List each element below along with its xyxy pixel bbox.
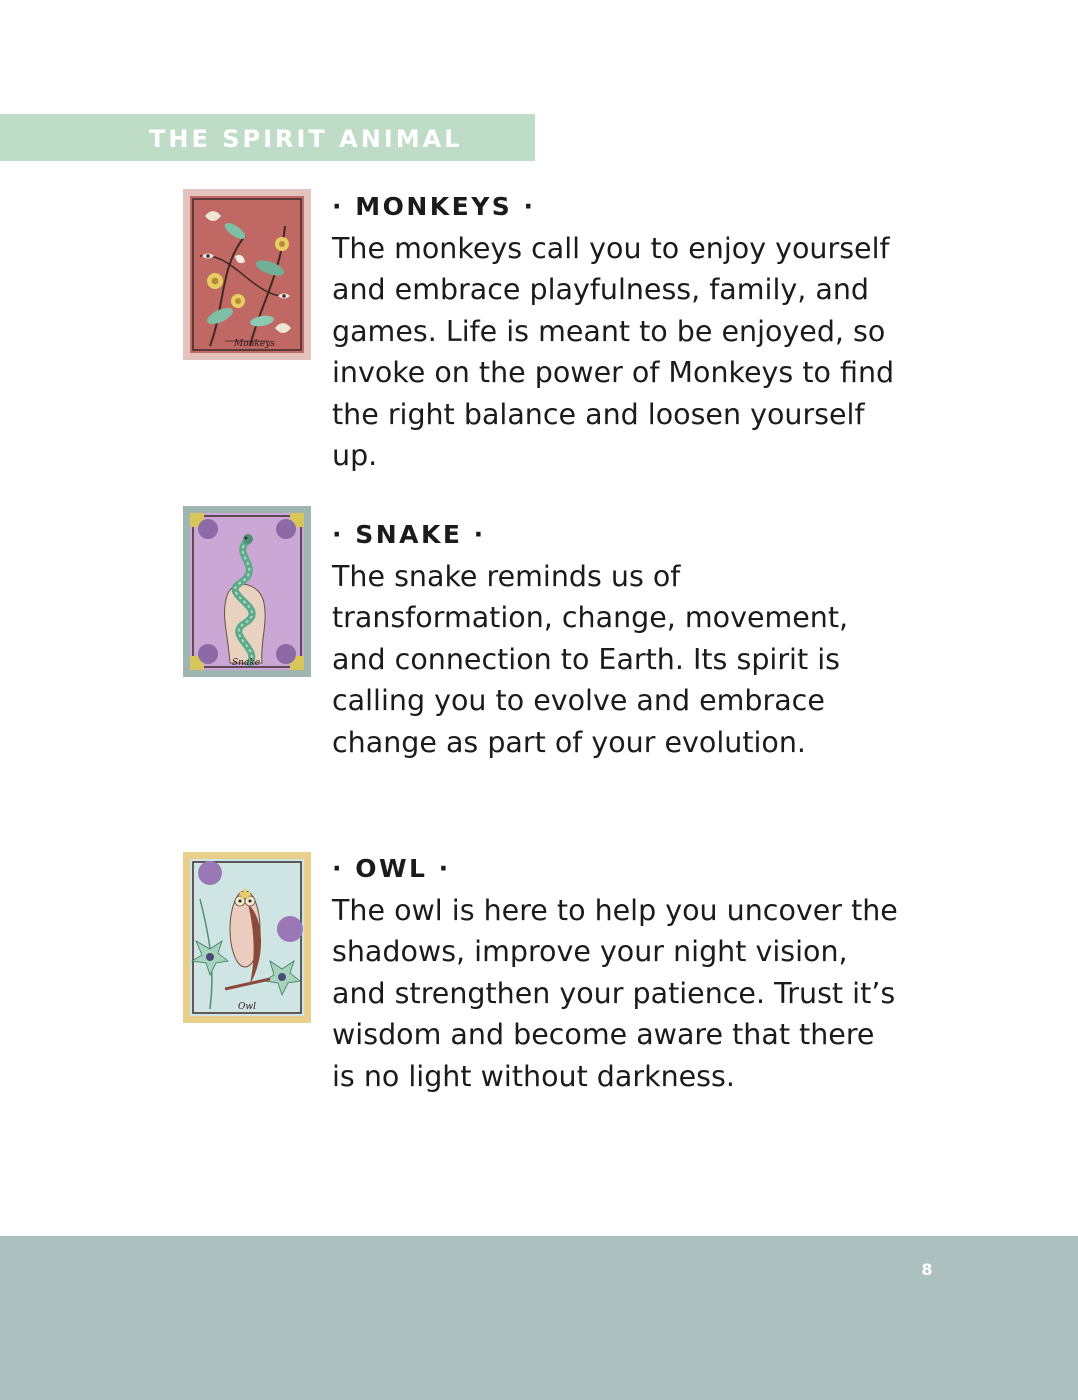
entry-title: · SNAKE · <box>332 520 486 549</box>
section-title: THE SPIRIT ANIMAL <box>149 125 463 153</box>
owl-card-image <box>183 852 311 1023</box>
card-script-label: Owl <box>238 1002 256 1012</box>
monkeys-card-image <box>183 189 311 360</box>
page-footer <box>0 1236 1078 1400</box>
entry-body: The snake reminds us of transformation, change, movement, and connection to Earth. Its spirit is calling you to evolve and embrace change as part of your evolution. <box>332 560 849 759</box>
entry-title: · MONKEYS · <box>332 192 536 221</box>
snake-card-image <box>183 506 311 677</box>
entry-body: The owl is here to help you uncover the shadows, improve your night vision, and strengthen your patience. Trust it’s wisdom and become aware that there is no light without darkness. <box>332 894 898 1093</box>
card-script-label: Snake <box>232 658 261 668</box>
monkeys-card-illustration <box>190 196 304 353</box>
entry-title: · OWL · <box>332 854 451 883</box>
card-script-label: Monkeys <box>234 339 275 349</box>
owl-card-illustration <box>190 859 304 1016</box>
section-header-banner <box>0 114 535 161</box>
entry-body: The monkeys call you to enjoy yourself and embrace playfulness, family, and games. Life is meant to be enjoyed, so invoke on the power of Monkeys to find the right balance and loosen yourself up. <box>332 232 895 473</box>
snake-card-illustration <box>190 513 304 670</box>
page-number: 8 <box>921 1260 933 1279</box>
